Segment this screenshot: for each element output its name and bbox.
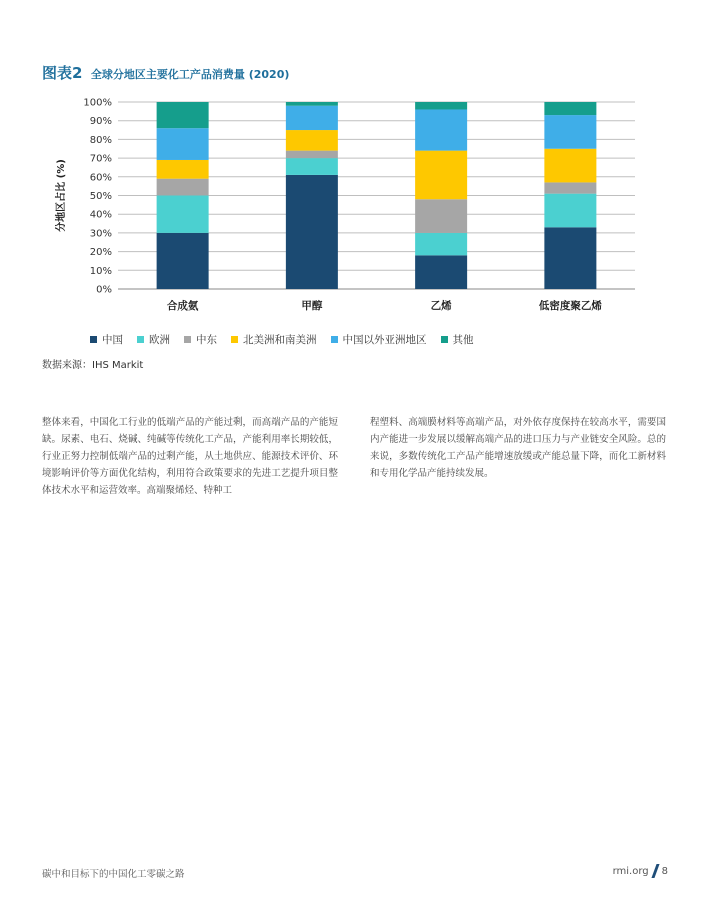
body-text-right: 程塑料、高端膜材料等高端产品，对外依存度保持在较高水平，需要国内产能进一步发展以缓解高端产品的进口压力与产业链安全风险。总的来说，多数传统化工产品产能增速放缓或产能总量下降，而化工新材料和专用化学品产能持续发展。 [370,417,666,479]
legend-swatch [331,336,338,343]
legend-label: 欧洲 [149,334,170,346]
legend-label: 中国 [102,334,123,346]
legend-swatch [184,336,191,343]
y-tick-label: 10% [89,265,112,277]
bar-segment [544,149,596,183]
bar-segment [544,227,596,289]
bar-segment [157,160,209,179]
bar-segment [286,151,338,158]
figure-number: 图表2 [42,64,83,82]
y-tick-label: 70% [89,153,112,165]
x-category-label: 甲醇 [301,300,323,312]
bar-segment [157,128,209,160]
legend-item [90,332,123,347]
bar-segment [286,130,338,151]
body-text-left: 整体来看，中国化工行业的低端产品的产能过剩，而高端产品的产能短缺。尿素、电石、烧碱、纯碱等传统化工产品，产能利用率长期较低，行业正努力控制低端产品的过剩产能，从土地供应、能源技术评价、环境影响评价等方面优化结构，利用符合政策要求的先进工艺提升项目整体技术水平和运营效率。高端聚烯烃、特种工 [42,417,338,496]
bar-segment [157,233,209,289]
bar-segment [544,115,596,149]
bar-segment [157,196,209,233]
y-tick-label: 50% [89,191,112,202]
legend-swatch [441,336,448,343]
legend-label: 中国以外亚洲地区 [342,334,427,346]
legend-swatch [137,336,144,343]
y-tick-label: 0% [96,284,112,296]
bar-segment [415,102,467,109]
x-category-label: 低密度聚乙烯 [538,300,602,312]
bar-segment [544,102,596,115]
bar-segment [415,151,467,200]
footer-report-title: 碳中和目标下的中国化工零碳之路 [42,869,185,880]
bar-segment [415,199,467,233]
bar-segment [415,255,467,289]
y-tick-label: 100% [83,97,112,109]
chart-legend [90,332,488,347]
legend-item [184,332,217,347]
x-category-label: 乙烯 [430,300,452,312]
x-category-label: 合成氨 [166,300,199,312]
bar-segment [286,106,338,130]
bar-segment [544,194,596,228]
legend-item [137,332,170,347]
y-tick-label: 20% [89,247,112,259]
y-tick-label: 60% [89,172,112,184]
page-number: 8 [661,865,668,877]
stacked-bar-chart [40,88,660,320]
footer-page-info [613,864,668,878]
bar-segment [286,102,338,106]
figure-title-text: 全球分地区主要化工产品消费量 (2020) [90,68,290,81]
bar-segment [286,175,338,289]
legend-label: 其他 [452,334,474,346]
legend-item [231,332,317,347]
y-tick-label: 30% [89,228,112,240]
legend-label: 中东 [196,334,217,346]
bar-segment [415,109,467,150]
figure-source: 数据来源：IHS Markit [42,360,144,371]
bar-segment [415,233,467,255]
legend-label: 北美洲和南美洲 [243,334,317,346]
bar-segment [157,179,209,196]
legend-swatch [231,336,238,343]
figure-title [42,62,289,83]
y-axis-label: 分地区占比 (%) [56,159,67,232]
bar-segment [157,102,209,128]
bar-segment [286,158,338,175]
legend-swatch [90,336,97,343]
legend-item [441,332,474,347]
footer-slash-mark [651,864,659,878]
y-tick-label: 80% [89,134,112,146]
footer-site[interactable]: rmi.org [612,865,649,877]
y-tick-label: 90% [89,116,112,128]
legend-item [331,332,427,347]
bar-segment [544,182,596,193]
y-tick-label: 40% [89,209,112,221]
